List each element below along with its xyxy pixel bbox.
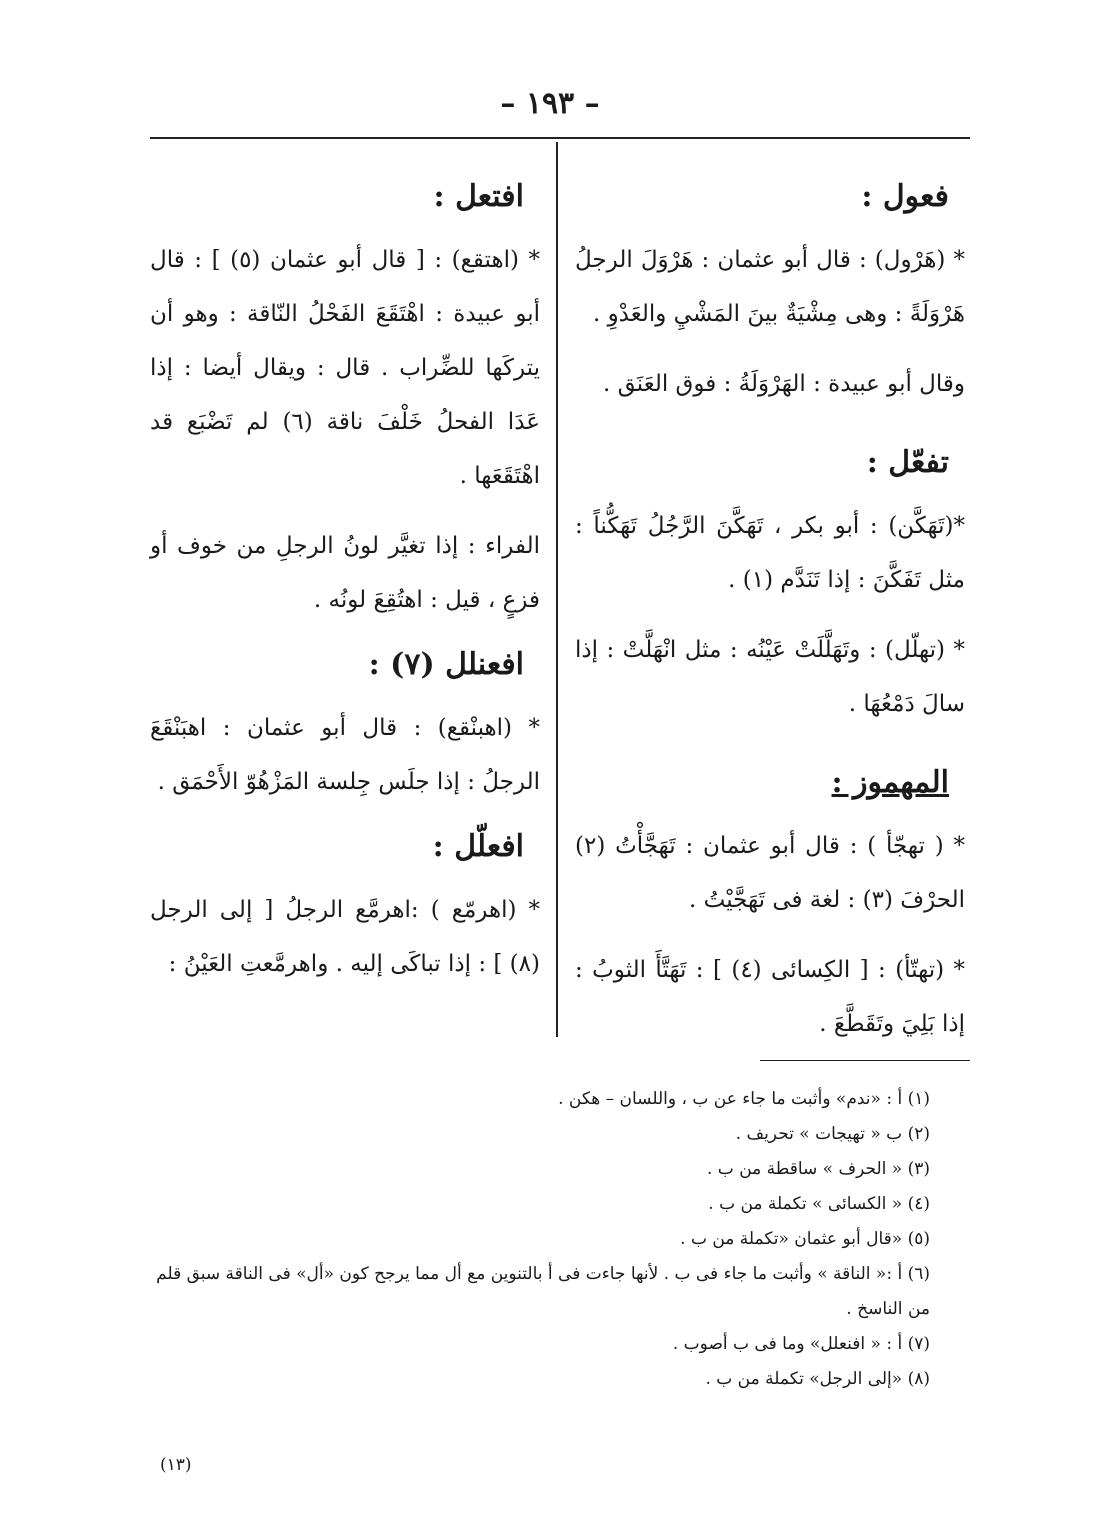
column-divider [556,142,558,1037]
footnote-rule [760,1060,970,1061]
entry-paragraph: الفراء : إذا تغيَّر لونُ الرجلِ من خوف أو فزعٍ ، قيل : اهتُقِعَ لونُه . [150,533,540,613]
header-rule [150,137,970,139]
footnote: (٥) «قال أبو عثمان «تكملة من ب . [680,1229,930,1249]
section-heading-text: المهموز : [831,765,949,800]
entry-paragraph: * ( تهجّأ ) : قال أبو عثمان : تَهَجَّأْتُ (٢) الحرْفَ (٣) : لغة فى تَهَجَّيْتُ . [575,833,965,913]
footnote: (١) أ : «ندم» وأثبت ما جاء عن ب ، واللسان – هكن . [558,1089,930,1109]
entry-paragraph: * (اهتقع) : [ قال أبو عثمان (٥) ] : قال أبو عبيدة : اهْتَقَعَ الفَحْلُ النّاقة : وهو أن يتركَها للضِّراب . قال : ويقال أيضا : إذا عَدَا الفحلُ خَلْفَ ناقة (٦) لم تَضْبَع قد اهْتَقَعَها . [150,247,540,489]
section-heading [150,643,524,687]
left-column [150,175,540,1007]
entry-paragraph: * (تهتّأ) : [ الكِسائى (٤) ] : تَهَتَّأَ الثوبُ : إذا بَلِيَ وتَقَطَّعَ . [575,957,965,1037]
section-heading-text: افعلّل : [432,829,524,864]
entry-paragraph: *(تَهَكَّن) : أبو بكر ، تَهَكَّنَ الرَّجُلُ تَهَكُّناً : مثل تَفَكَّنَ : إذا تَنَدَّم (١) . [575,513,965,593]
entry-paragraph: * (اهرمّع ) :اهرمَّع الرجلُ [ إلى الرجل (٨) ] : إذا تباكَى إليه . واهرمَّعتِ العَيْنُ : [150,897,540,977]
footnote: (٨) «إلى الرجل» تكملة من ب . [705,1369,930,1389]
footnote: (٤) « الكسائى » تكملة من ب . [708,1194,930,1214]
section-heading [575,175,949,219]
entry-paragraph: * (تهلّل) : وتَهَلَّلَتْ عَيْنُه : مثل انْهَلَّتْ : إذا سالَ دَمْعُهَا . [575,637,965,717]
footnote: (٧) أ : « افنعلل» وما فى ب أصوب . [672,1334,930,1354]
section-heading-text: فعول : [861,179,949,214]
section-heading [575,441,949,485]
page-number: – ١٩٣ – [500,86,600,121]
section-heading [575,761,949,805]
section-heading [150,825,524,869]
section-heading-text: افتعل : [433,179,524,214]
section-heading-text: افعنلل (٧) : [368,647,524,682]
footnote: (٣) « الحرف » ساقطة من ب . [707,1159,930,1179]
entry-paragraph: وقال أبو عبيدة : الهَرْوَلَةُ : فوق العَنَق . [603,371,965,397]
footnote: (٢) ب « تهيجات » تحريف . [735,1124,930,1144]
footnote: (٦) أ :« الناقة » وأثبت ما جاء فى ب . لأنها جاءت فى أ بالتنوين مع أل مما يرجح كون «أل» فى الناقة سبق قلم من الناسخ . [156,1264,930,1319]
section-heading-text: تفعّل : [866,445,949,480]
entry-paragraph: * (هَرْول) : قال أبو عثمان : هَرْوَلَ الرجلُ هَرْوَلَةً : وهى مِشْيَةٌ بينَ المَشْيِ والعَدْوِ . [575,247,965,327]
footnotes [150,1082,930,1397]
right-column [575,175,965,1067]
entry-paragraph: * (اهبنْقع) : قال أبو عثمان : اهبَنْقَعَ الرجلُ : إذا جلَس جِلسة المَزْهُوّ الأَحْمَق . [150,715,540,795]
sheet-mark: (١٣) [160,1455,192,1475]
section-heading [150,175,524,219]
